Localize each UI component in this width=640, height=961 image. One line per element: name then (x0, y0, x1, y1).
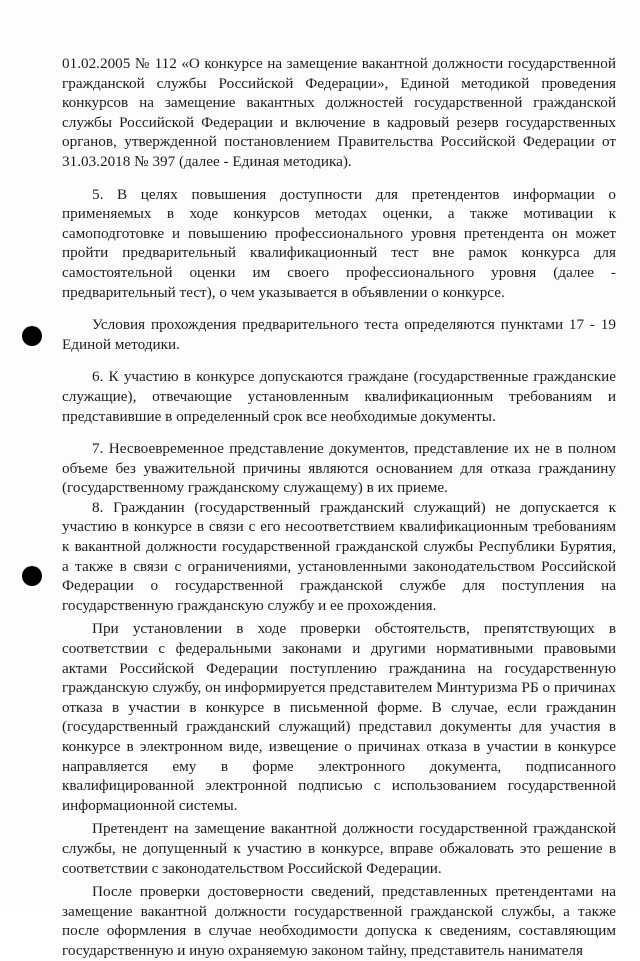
paragraph-after-verification: После проверки достоверности сведений, представленных претендентами на замещение вакантной должности государственной гражданской службы, а также после оформления в случае необходимости допуска к сведениям, составляющим государственную и иную охраняемую законом тайну, представитель нанимателя (62, 883, 616, 959)
paragraph-test-conditions: Условия прохождения предварительного теста определяются пунктами 17 - 19 Единой методики. (62, 316, 616, 353)
paragraph-refusal-notice: При установлении в ходе проверки обстоятельств, препятствующих в соответствии с федеральными законами и другими нормативными правовыми актами Российской Федерации поступлению гражданина на государственную гражданскую службу, он информируется представителем Минтуризма РБ о причинах отказа в участии в конкурсе в письменной форме. В случае, если гражданин (государственный гражданский служащий) представил документы для участия в конкурсе в электронном виде, извещение о причинах отказа в участии в конкурсе направляется ему в форме электронного документа, подписанного квалифицированной электронной подписью с использованием государственной информационной системы. (62, 620, 616, 814)
binder-hole-mark (22, 326, 42, 346)
binder-hole-mark (22, 566, 42, 586)
paragraph-item-7: 7. Несвоевременное представление документов, представление их не в полном объеме без уважительной причины являются основанием для отказа гражданину (государственному гражданскому служащему) в их приеме. (62, 440, 616, 497)
paragraph-appeal-right: Претендент на замещение вакантной должности государственной гражданской службы, не допущенный к участию в конкурсе, вправе обжаловать это решение в соответствии с законодательством Российской Федерации. (62, 820, 616, 877)
paragraph-item-5: 5. В целях повышения доступности для претендентов информации о применяемых в ходе конкурсов методах оценки, а также мотивации к самоподготовке и повышению профессионального уровня претендента он может пройти предварительный квалификационный тест вне рамок конкурса для самостоятельной оценки им своего профессионального уровня (далее - предварительный тест), о чем указывается в объявлении о конкурсе. (62, 185, 616, 301)
document-body (62, 54, 616, 961)
paragraph-intro-continuation: 01.02.2005 № 112 «О конкурсе на замещение вакантной должности государственной гражданской службы Российской Федерации», Единой методикой проведения конкурсов на замещение вакантных должностей государственной гражданской службы Российской Федерации и включение в кадровый резерв государственных органов, утвержденной постановлением Правительства Российской Федерации от 31.03.2018 № 397 (далее - Единая методика). (62, 55, 616, 170)
paragraph-item-8: 8. Гражданин (государственный гражданский служащий) не допускается к участию в конкурсе в связи с его несоответствием квалификационным требованиям к вакантной должности государственной гражданской службы Республики Бурятия, а также в связи с ограничениями, установленными законодательством Российской Федерации о государственной гражданской службе для поступления на государственную гражданскую службу и ее прохождения. (62, 498, 616, 614)
paragraph-item-6: 6. К участию в конкурсе допускаются граждане (государственные гражданские служащие), отвечающие установленным квалификационным требованиям и представившие в определенный срок все необходимые документы. (62, 368, 616, 425)
